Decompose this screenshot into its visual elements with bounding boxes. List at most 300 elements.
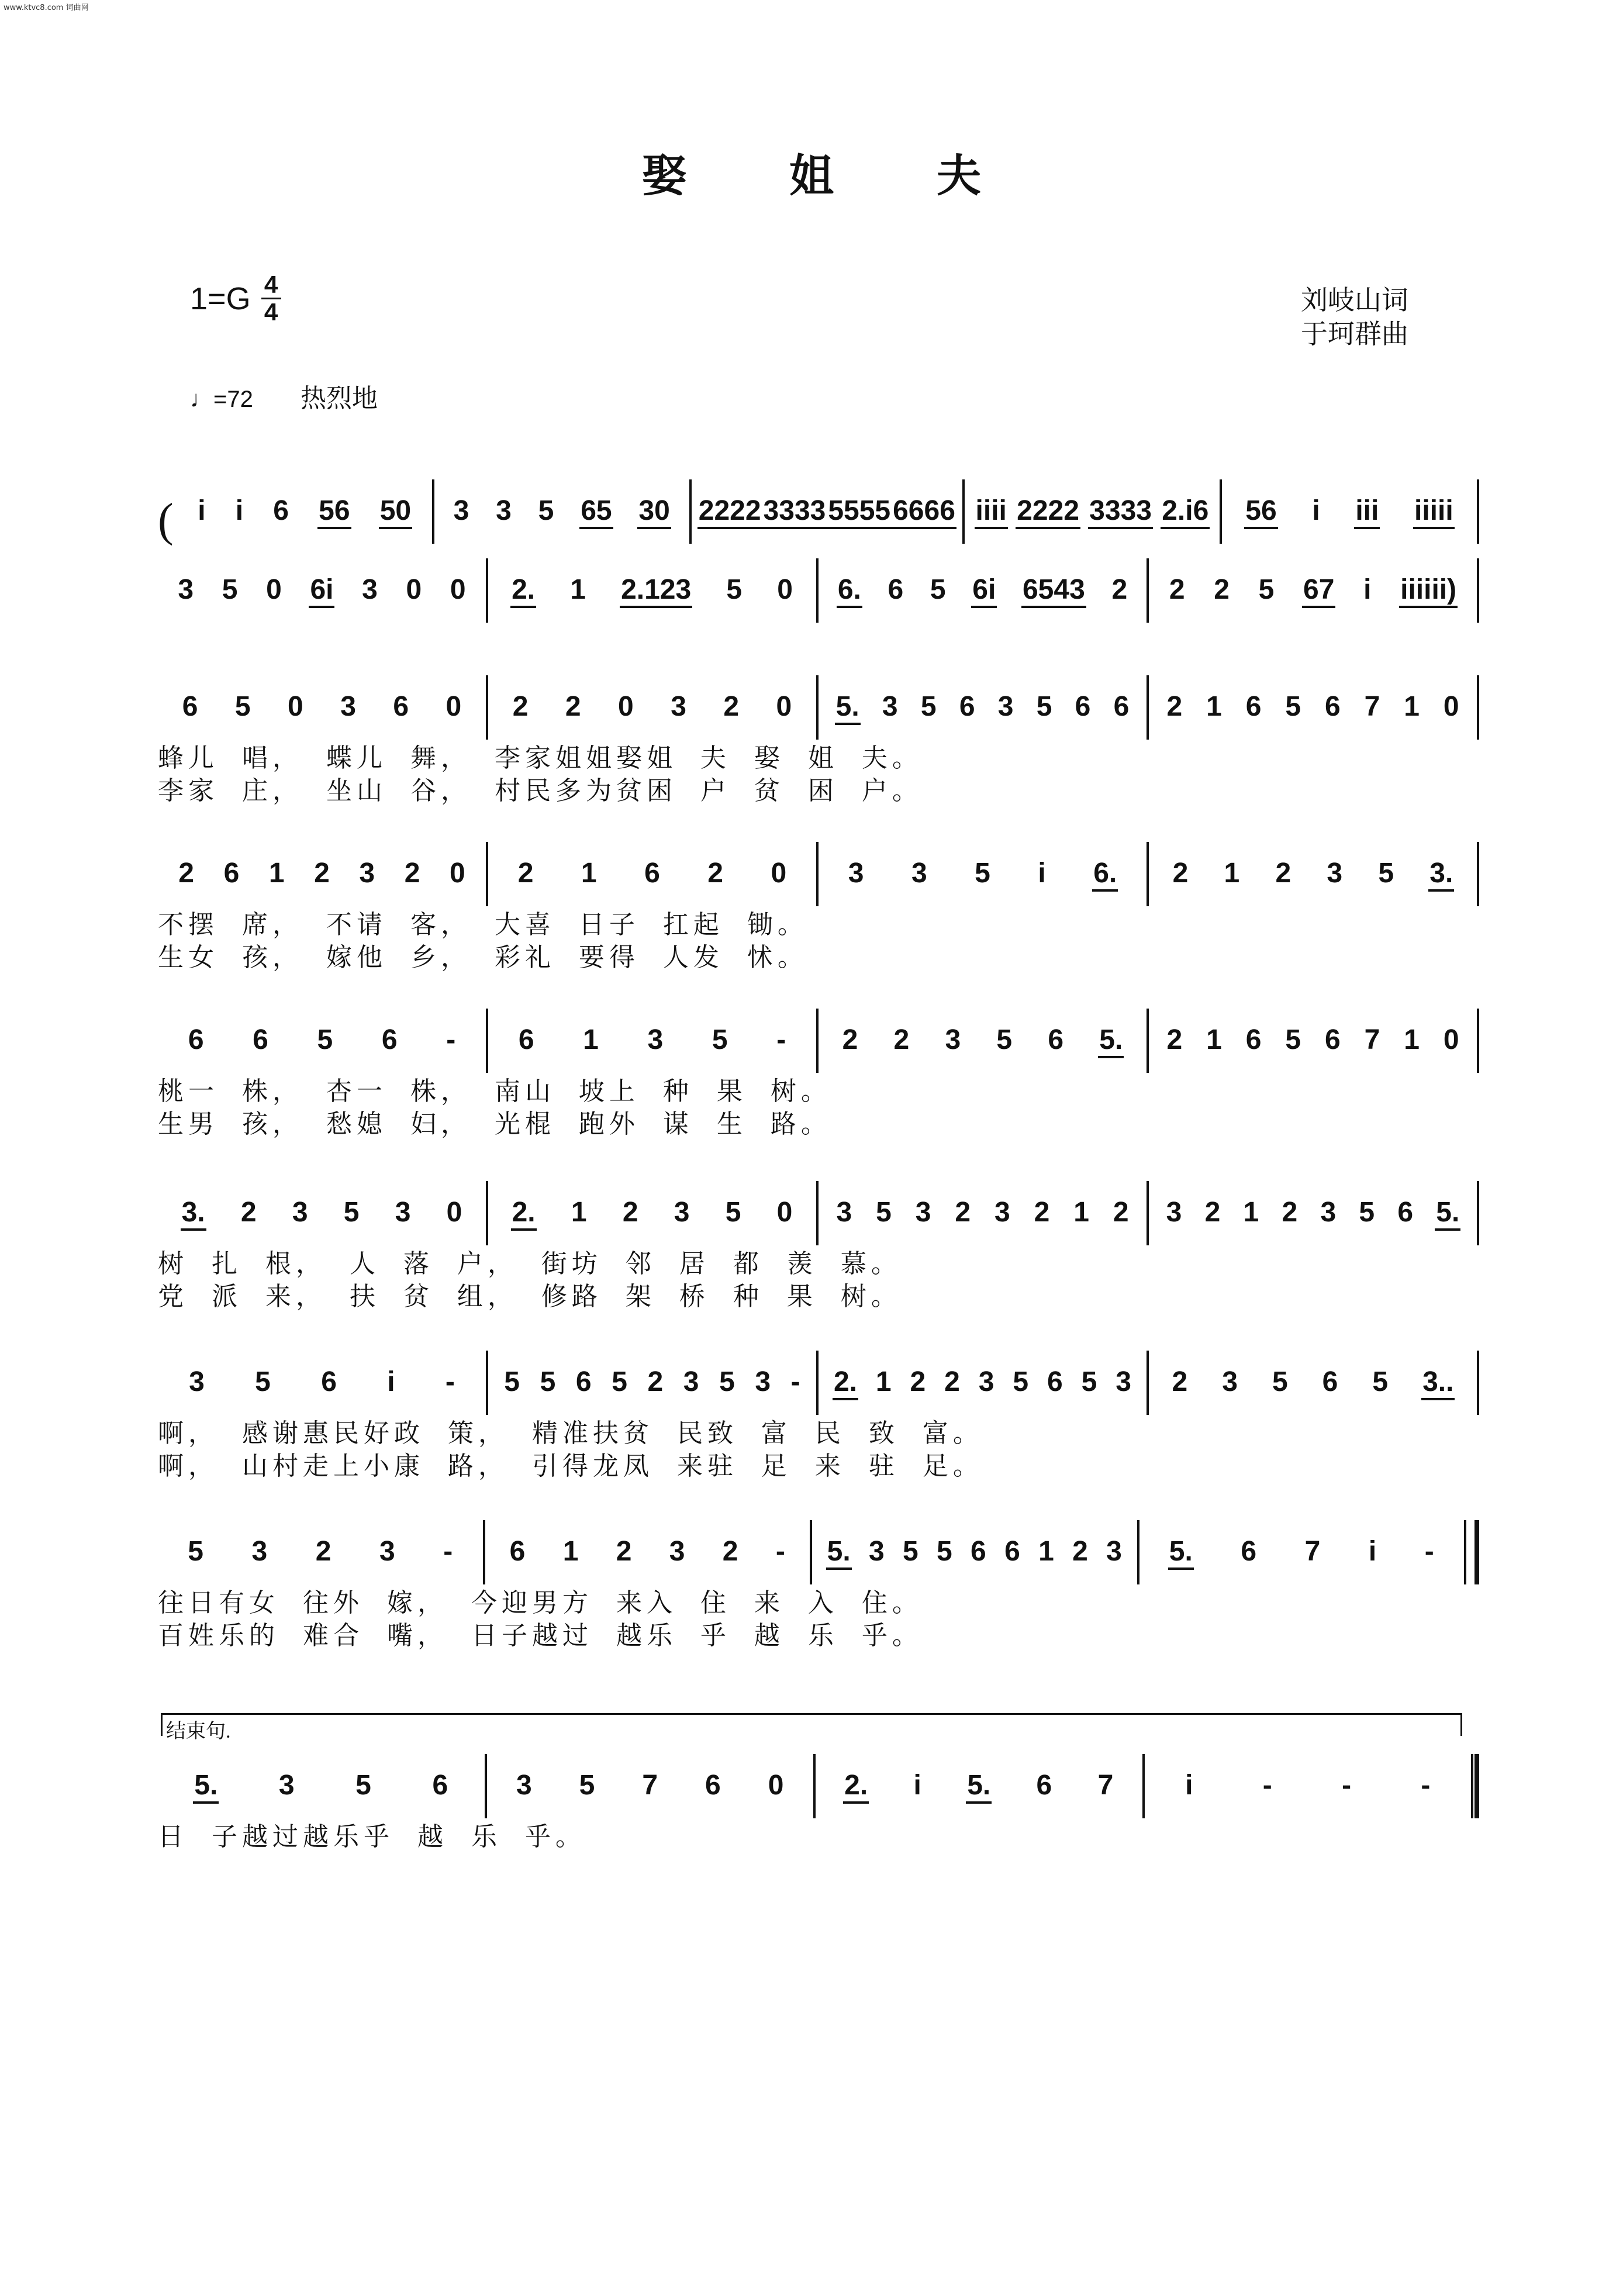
note: iii (1354, 495, 1380, 529)
note: 5 (255, 1366, 271, 1397)
note: 2 (314, 857, 330, 889)
note: 3 (278, 1769, 295, 1801)
barline (1477, 842, 1479, 906)
note: 2222 (1016, 495, 1080, 529)
note: 5. (966, 1769, 992, 1804)
note: 5 (975, 857, 990, 889)
measure (1149, 1009, 1477, 1073)
note: 3 (755, 1366, 771, 1397)
note: i (913, 1769, 921, 1801)
note: 1 (1206, 1024, 1222, 1055)
note: 5. (1168, 1535, 1194, 1570)
barline (1477, 1351, 1479, 1415)
lyric-line: 日 子越过越乐乎 越 乐 乎。 (158, 1822, 586, 1852)
measure (158, 675, 486, 740)
note: 5 (930, 574, 946, 605)
measure (488, 675, 816, 740)
lyrics-block (158, 1075, 1479, 1141)
note: 2 (893, 1024, 910, 1055)
note: 1 (562, 1535, 579, 1567)
ending-label: 结束句. (166, 1721, 231, 1742)
note: 2 (955, 1196, 971, 1228)
note: 5 (1258, 574, 1275, 605)
measure (1139, 1520, 1465, 1584)
expression-mark: 热烈地 (300, 384, 378, 413)
note: 5 (343, 1196, 360, 1228)
note: 3 (945, 1024, 961, 1055)
note: 5. (835, 690, 861, 725)
note: 1 (570, 574, 586, 605)
note: 5 (920, 690, 937, 722)
note: 3333 (1088, 495, 1153, 529)
note: 5 (1036, 690, 1052, 722)
note: 1 (1206, 690, 1222, 722)
note: 3 (669, 1535, 685, 1567)
note: iiiiii) (1399, 574, 1458, 608)
note: i (198, 495, 206, 526)
note: 5. (193, 1769, 219, 1804)
note: 5 (712, 1024, 728, 1055)
note: 6 (381, 1024, 398, 1055)
note: 2 (240, 1196, 257, 1228)
note: 3 (997, 690, 1014, 722)
measure (488, 1351, 816, 1415)
note: 2 (647, 1366, 664, 1397)
note: 3 (340, 690, 356, 722)
measure (819, 1181, 1147, 1245)
note: - (1342, 1769, 1352, 1801)
credits (1301, 284, 1408, 351)
key-signature (190, 272, 281, 325)
note: 2 (1169, 574, 1185, 605)
note: 3 (978, 1366, 994, 1397)
note: 2 (178, 857, 194, 889)
lyric-line: 李家 庄， 坐山 谷， 村民多为贫困 户 贫 困 户。 (158, 776, 923, 806)
note: 6 (644, 857, 660, 889)
note: 2 (616, 1535, 632, 1567)
note: 5 (317, 1024, 333, 1055)
notation-row (158, 1152, 1479, 1245)
measure (1149, 1181, 1477, 1245)
note: 6543 (1021, 574, 1086, 608)
barline (1477, 675, 1479, 740)
note: iiiii (1413, 495, 1455, 529)
note: 5 (579, 1769, 595, 1801)
note: i (1363, 574, 1372, 605)
note: 2. (510, 574, 536, 608)
lyrics-block (158, 1248, 1479, 1313)
page-title (0, 140, 1623, 204)
note: 0 (618, 690, 634, 722)
note: 3 (1222, 1366, 1238, 1397)
note: 2 (1172, 857, 1189, 889)
note: 0 (449, 857, 465, 889)
note: 6 (1397, 1196, 1414, 1228)
notation-row (158, 1321, 1479, 1415)
lyric-line: 不摆 席， 不请 客， 大喜 日子 扛起 锄。 (158, 910, 808, 940)
note: 65 (579, 495, 613, 529)
note: 6 (273, 495, 289, 526)
lyric-line: 生女 孩， 嫁他 乡， 彩礼 要得 人发 怵。 (158, 942, 808, 972)
lyric-line: 啊， 山村走上小康 路， 引得龙凤 来驻 足 来 驻 足。 (158, 1451, 983, 1481)
note: 1 (268, 857, 285, 889)
note: 6 (1324, 690, 1341, 722)
note: 2 (1204, 1196, 1221, 1228)
note: 0 (450, 574, 466, 605)
note: 0 (768, 1769, 784, 1801)
measure (487, 1754, 814, 1818)
note: 7 (1304, 1535, 1321, 1567)
note: 3 (994, 1196, 1010, 1228)
measure (1149, 558, 1477, 623)
note: 2 (1166, 1024, 1183, 1055)
note: 2 (517, 857, 534, 889)
measure (819, 1351, 1147, 1415)
barline (1477, 1009, 1479, 1073)
title-char: 姐 (789, 150, 834, 202)
note: 5 (234, 690, 251, 722)
note: 0 (771, 857, 787, 889)
score-system (158, 1725, 1479, 1888)
note: 2 (1214, 574, 1230, 605)
note: 3 (911, 857, 927, 889)
measure (819, 558, 1147, 623)
note: 0 (1443, 690, 1459, 722)
key-label: 1=G (190, 281, 251, 316)
score-system (158, 979, 1479, 1176)
note: 6 (1322, 1366, 1338, 1397)
notation-row (158, 979, 1479, 1073)
measure (819, 842, 1147, 906)
note: 3 (189, 1366, 205, 1397)
lyrics-block (158, 1587, 1479, 1652)
measure (488, 558, 816, 623)
tempo (190, 377, 378, 415)
note: 2.123 (620, 574, 692, 608)
note: 5 (188, 1535, 203, 1567)
score-system (158, 1321, 1479, 1518)
note: 3. (181, 1196, 206, 1231)
note: 6 (971, 1535, 986, 1567)
note: 3 (453, 495, 469, 526)
notation-row (158, 646, 1479, 740)
barline (1477, 558, 1479, 623)
lyrics-block (158, 742, 1479, 807)
lyric-line: 党 派 来， 扶 贫 组， 修路 架 桥 种 果 树。 (158, 1282, 902, 1311)
watermark: www.ktvc8.com 词曲网 (4, 4, 89, 12)
note: - (776, 1024, 786, 1055)
note: 0 (288, 690, 303, 722)
note: 5 (903, 1535, 918, 1567)
note: - (443, 1535, 453, 1567)
note: 2 (722, 1535, 738, 1567)
measure (158, 1351, 486, 1415)
note: i (1312, 495, 1320, 526)
note: 3.. (1421, 1366, 1455, 1400)
measure (1149, 842, 1477, 906)
time-top: 4 (264, 271, 278, 298)
note: 6 (182, 690, 198, 722)
note: 5 (1081, 1366, 1097, 1397)
note: 5. (826, 1535, 852, 1570)
notation-row (158, 529, 1479, 623)
note: 5 (937, 1535, 952, 1567)
note: 7 (642, 1769, 658, 1801)
note: 5 (1378, 857, 1394, 889)
note: 6i (971, 574, 997, 608)
note: 0 (406, 574, 422, 605)
note: 5 (612, 1366, 627, 1397)
note: 3 (379, 1535, 395, 1567)
measure (1149, 1351, 1477, 1415)
note: 6i (309, 574, 334, 608)
note: 5 (725, 1196, 741, 1228)
lyric-line: 桃一 株， 杏一 株， 南山 坡上 种 果 树。 (158, 1076, 831, 1106)
lyrics-block (158, 1821, 1479, 1853)
note: 1 (875, 1366, 892, 1397)
measure (488, 1009, 816, 1073)
measure (158, 842, 486, 906)
note: 6. (1092, 857, 1118, 892)
note: 2. (511, 1196, 537, 1231)
note: 6 (518, 1024, 534, 1055)
note: 2 (512, 690, 529, 722)
note: 56 (317, 495, 351, 529)
note: 1 (1073, 1196, 1089, 1228)
note: i (1185, 1769, 1193, 1801)
measure (819, 675, 1147, 740)
note: 3 (848, 857, 864, 889)
measure (158, 1181, 486, 1245)
note: 6 (1047, 1366, 1063, 1397)
note: 5 (1285, 1024, 1301, 1055)
note: 1 (1243, 1196, 1259, 1228)
note: 2 (622, 1196, 638, 1228)
time-signature (261, 272, 281, 325)
measure (819, 1009, 1147, 1073)
measure (158, 1009, 486, 1073)
note: 3 (836, 1196, 852, 1228)
score-system (158, 1491, 1479, 1687)
note: - (1424, 1535, 1434, 1567)
note: 3 (1116, 1366, 1131, 1397)
note: 3 (915, 1196, 931, 1228)
note: 0 (266, 574, 282, 605)
note: - (790, 1366, 800, 1397)
note: 2 (1111, 574, 1128, 605)
note: 5. (1435, 1196, 1460, 1231)
note: 2. (833, 1366, 858, 1400)
note: 2 (565, 690, 581, 722)
note: 1 (1404, 690, 1420, 722)
note: 6 (188, 1024, 204, 1055)
note: i (387, 1366, 395, 1397)
note: 2 (707, 857, 723, 889)
note: - (446, 1024, 456, 1055)
lyric-line: 百姓乐的 难合 嘴， 日子越过 越乐 乎 越 乐 乎。 (158, 1621, 923, 1651)
note: 6 (575, 1366, 592, 1397)
intro-paren: ( (158, 495, 174, 546)
note: 5 (719, 1366, 735, 1397)
note: 0 (1443, 1024, 1459, 1055)
note: 6 (959, 690, 975, 722)
note: 5 (996, 1024, 1013, 1055)
note: 6 (1113, 690, 1130, 722)
note: 0 (446, 1196, 462, 1228)
note: 0 (446, 690, 462, 722)
note: 6 (1245, 690, 1262, 722)
note: 3 (671, 690, 686, 722)
measure (158, 1754, 485, 1818)
note: 6 (432, 1769, 448, 1801)
lyric-line: 蜂儿 唱， 蝶儿 舞， 李家姐姐娶姐 夫 娶 姐 夫。 (158, 743, 923, 773)
note: 3 (496, 495, 512, 526)
note: 5 (538, 495, 554, 526)
note: 3 (674, 1196, 690, 1228)
note: 30 (637, 495, 671, 529)
note: 2 (1282, 1196, 1298, 1228)
note: 5 (1285, 690, 1301, 722)
note: i (1368, 1535, 1377, 1567)
tempo-mark: ♩=72 (190, 386, 253, 412)
notation-row (158, 1725, 1479, 1818)
lyric-line: 树 扎 根， 人 落 户， 街坊 邻 居 都 羡 慕。 (158, 1249, 902, 1279)
note: 2 (1166, 690, 1183, 722)
note: 6 (1048, 1024, 1064, 1055)
note: 6 (253, 1024, 268, 1055)
note: 56 (1244, 495, 1277, 529)
note: 5 (1359, 1196, 1375, 1228)
lyricist: 刘岐山词 (1301, 285, 1408, 315)
lyric-line: 往日有女 往外 嫁， 今迎男方 来入 住 来 入 住。 (158, 1588, 923, 1618)
measure (485, 1520, 810, 1584)
note: - (1262, 1769, 1272, 1801)
title-char: 夫 (937, 150, 981, 202)
note: 1 (581, 857, 597, 889)
note: 2 (1034, 1196, 1050, 1228)
note: 2222 (697, 495, 762, 529)
note: 6 (1004, 1535, 1020, 1567)
note: 5 (1372, 1366, 1389, 1397)
note: 5 (540, 1366, 556, 1397)
note: 3 (869, 1535, 885, 1567)
note: 2 (842, 1024, 858, 1055)
note: 5 (726, 574, 743, 605)
note: 3333 (762, 495, 827, 529)
note: 5555 (827, 495, 892, 529)
note: 2 (1072, 1535, 1088, 1567)
note: 3 (359, 857, 375, 889)
note: i (235, 495, 244, 526)
note: 6 (888, 574, 904, 605)
note: 2 (1172, 1366, 1188, 1397)
notation-row (158, 813, 1479, 906)
note: 2 (404, 857, 420, 889)
note: 67 (1302, 574, 1335, 608)
note: 1 (1038, 1535, 1054, 1567)
note: 1 (583, 1024, 599, 1055)
note: 3 (362, 574, 378, 605)
repeat-barline (1464, 1520, 1479, 1584)
note: 3. (1428, 857, 1454, 892)
note: 0 (776, 690, 792, 722)
note: 6 (705, 1769, 721, 1801)
note: 3 (178, 574, 194, 605)
note: 3 (395, 1196, 411, 1228)
note: 5 (1013, 1366, 1029, 1397)
note: 2 (315, 1535, 331, 1567)
note: 6 (1241, 1535, 1257, 1567)
lyrics-block (158, 1417, 1479, 1483)
note: 6 (509, 1535, 526, 1567)
lyric-line: 生男 孩， 愁媳 妇， 光棍 跑外 谋 生 路。 (158, 1109, 831, 1139)
measure (158, 558, 486, 623)
note: 2 (910, 1366, 926, 1397)
note: 3 (516, 1769, 532, 1801)
note: 2 (1113, 1196, 1129, 1228)
note: 1 (1404, 1024, 1420, 1055)
note: 1 (1224, 857, 1240, 889)
measure (816, 1754, 1142, 1818)
score-system (158, 1152, 1479, 1348)
final-barline (1471, 1754, 1479, 1818)
barline (1477, 1181, 1479, 1245)
note: 2 (944, 1366, 960, 1397)
note: 3 (1106, 1535, 1122, 1567)
note: 3 (683, 1366, 699, 1397)
lyric-line: 啊， 感谢惠民好政 策， 精准扶贫 民致 富 民 致 富。 (158, 1418, 983, 1448)
note: 50 (379, 495, 412, 529)
note: 3 (251, 1535, 268, 1567)
note: 3 (292, 1196, 308, 1228)
note: 2 (723, 690, 740, 722)
note: 6 (393, 690, 409, 722)
note: 7 (1364, 1024, 1380, 1055)
note: 0 (776, 1196, 793, 1228)
note: 2. (843, 1769, 869, 1804)
measure (158, 1520, 483, 1584)
score-system (158, 529, 1479, 623)
note: iiii (975, 495, 1008, 529)
title-char: 娶 (642, 150, 686, 202)
note: 5 (1272, 1366, 1288, 1397)
measure (1149, 675, 1477, 740)
notation-row (158, 1491, 1479, 1584)
note: 3 (1327, 857, 1343, 889)
note: 6 (1036, 1769, 1052, 1801)
measure (488, 842, 816, 906)
note: 3 (1320, 1196, 1337, 1228)
note: 5 (355, 1769, 371, 1801)
note: 5 (876, 1196, 892, 1228)
note: 6 (321, 1366, 337, 1397)
measure (812, 1520, 1137, 1584)
note: 5. (1098, 1024, 1124, 1058)
note: 6 (1075, 690, 1091, 722)
note: 6 (1245, 1024, 1262, 1055)
composer: 于珂群曲 (1301, 319, 1408, 349)
note: - (445, 1366, 455, 1397)
time-bottom: 4 (261, 298, 281, 325)
note: 7 (1364, 690, 1380, 722)
note: 2 (1275, 857, 1292, 889)
note: 5 (222, 574, 238, 605)
note: 3 (647, 1024, 664, 1055)
note: 6 (223, 857, 240, 889)
note: 7 (1097, 1769, 1114, 1801)
note: 6 (1324, 1024, 1341, 1055)
note: - (1421, 1769, 1431, 1801)
